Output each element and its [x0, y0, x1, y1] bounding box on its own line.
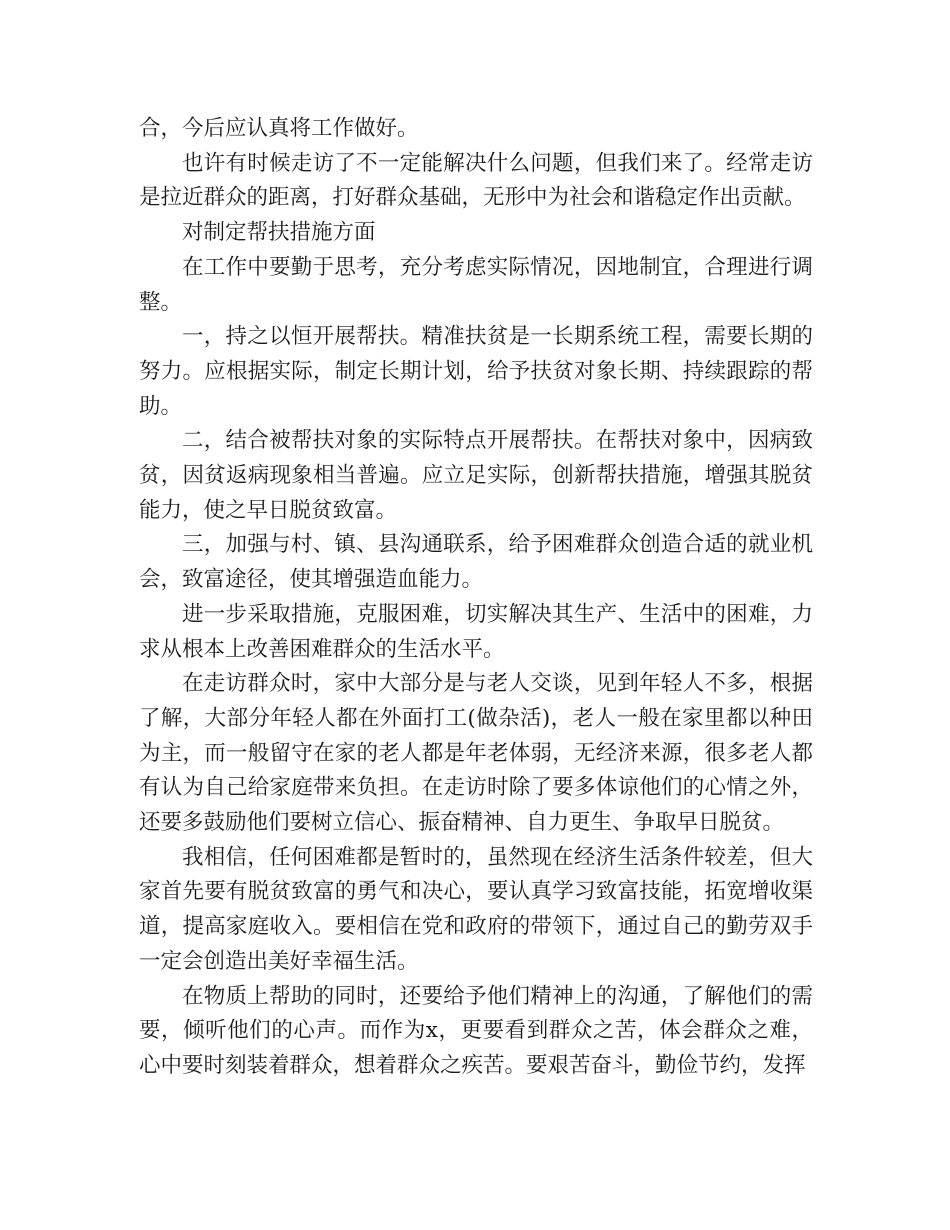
paragraph-spiritual-support: 在物质上帮助的同时，还要给予他们精神上的沟通，了解他们的需要，倾听他们的心声。而作为x，更要看到群众之苦，体会群众之难，心中要时刻装着群众，想着群众之疾苦。要艰苦奋斗，勤俭节约，发挥: [139, 983, 813, 1078]
paragraph-confidence: 我相信，任何困难都是暂时的，虽然现在经济生活条件较差，但大家首先要有脱贫致富的勇气和决心，要认真学习致富技能，拓宽增收渠道，提高家庭收入。要相信在党和政府的带领下，通过自己的勤劳双手一定会创造出美好幸福生活。: [139, 844, 813, 974]
paragraph-continuation: 合，今后应认真将工作做好。: [139, 116, 419, 141]
paragraph-think-adjust: 在工作中要勤于思考，充分考虑实际情况，因地制宜，合理进行调整。: [139, 254, 813, 315]
paragraph-visiting-elderly: 在走访群众时，家中大部分是与老人交谈，见到年轻人不多，根据了解，大部分年轻人都在外面打工(做杂活)，老人一般在家里都以种田为主，而一般留守在家的老人都是年老体弱，无经济来源，很多老人都有认为自己给家庭带来负担。在走访时除了要多体谅他们的心情之外，还要多鼓励他们要树立信心、振奋精神、自力更生、争取早日脱贫。: [139, 671, 813, 836]
paragraph-point-one: 一，持之以恒开展帮扶。精准扶贫是一长期系统工程，需要长期的努力。应根据实际，制定长期计划，给予扶贫对象长期、持续跟踪的帮助。: [139, 324, 813, 419]
paragraph-visit-significance: 也许有时候走访了不一定能解决什么问题，但我们来了。经常走访是拉近群众的距离，打好群众基础，无形中为社会和谐稳定作出贡献。: [139, 150, 813, 211]
paragraph-point-three: 三，加强与村、镇、县沟通联系，给予困难群众创造合适的就业机会，致富途径，使其增强造血能力。: [139, 532, 813, 593]
document-body: [139, 112, 813, 1084]
paragraph-further-measures: 进一步采取措施，克服困难，切实解决其生产、生活中的困难，力求从根本上改善困难群众的生活水平。: [139, 601, 813, 662]
paragraph-point-two: 二，结合被帮扶对象的实际特点开展帮扶。在帮扶对象中，因病致贫，因贫返病现象相当普遍。应立足实际，创新帮扶措施，增强其脱贫能力，使之早日脱贫致富。: [139, 428, 813, 523]
section-heading-assistance-measures: 对制定帮扶措施方面: [182, 220, 376, 246]
